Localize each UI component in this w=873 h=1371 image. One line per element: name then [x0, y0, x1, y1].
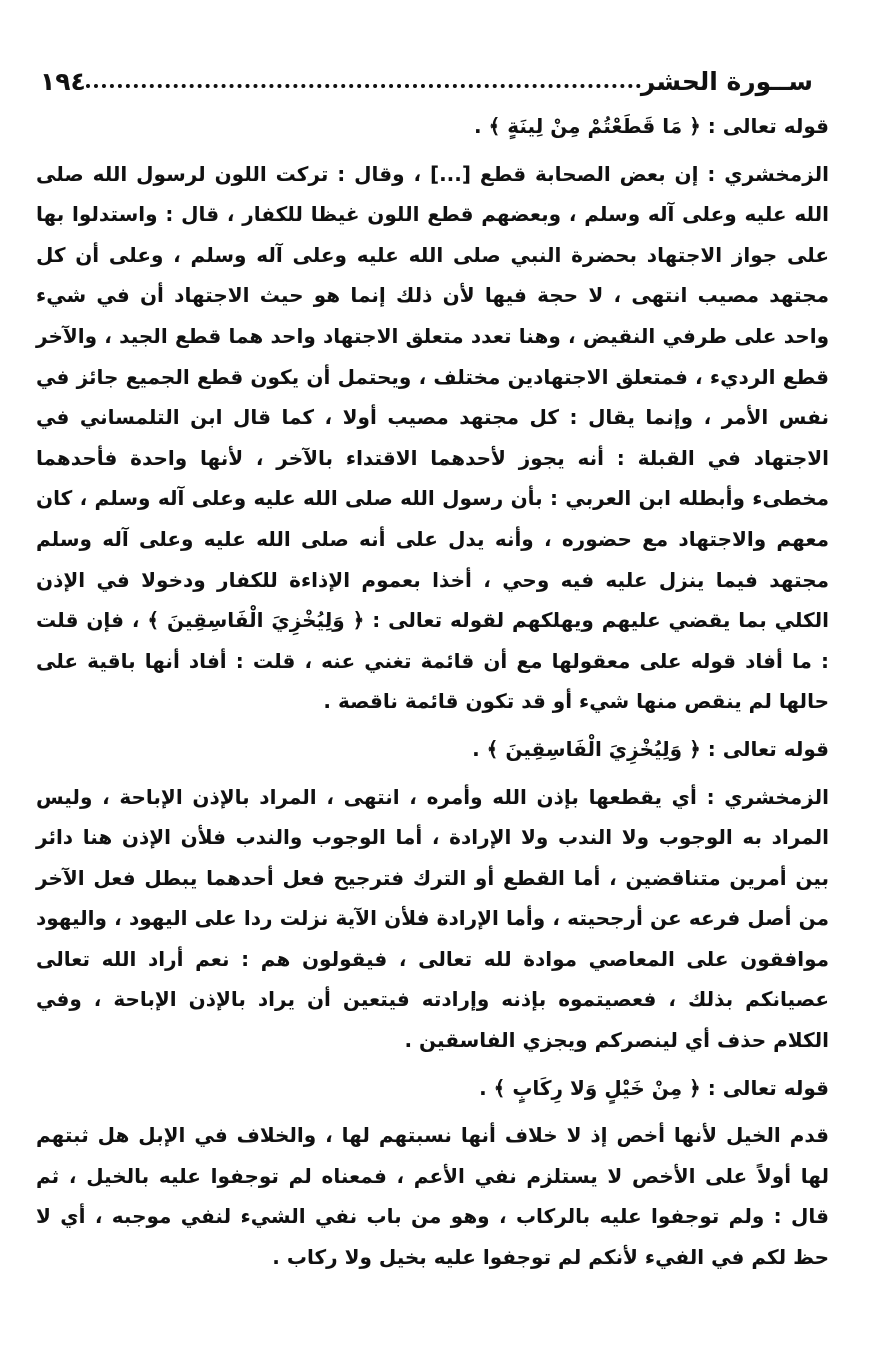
page-body — [36, 106, 829, 1285]
commentary-paragraph: قدم الخيل لأنها أخص إذ لا خلاف أنها نسبتهم لها ، والخلاف في الإبل هل ثبتهم لها أولاً على الأخص لا يستلزم نفي الأعم ، فمعناه لم توجفوا عليه بالخيل ، ثم قال : ولم توجفوا عليه بالركاب ، وهو من باب نفي الشيء لنفي موجبه ، أي لا حظ لكم في الفيء لأنكم لم توجفوا عليه بخيل ولا ركاب . — [36, 1123, 829, 1270]
page-header — [30, 62, 825, 102]
surah-title: ســورة الحشر — [640, 67, 813, 96]
verse-heading: قوله تعالى : ﴿ مِنْ خَيْلٍ وَلا رِكَابٍ ﴾ . — [479, 1075, 829, 1100]
header-dotted-rule — [86, 84, 641, 88]
commentary-paragraph: الزمخشري : إن بعض الصحابة قطع [...] ، وقال : تركت اللون لرسول الله صلى الله عليه وعلى آله وسلم ، وبعضهم قطع اللون غيظا للكفار ، قال : واستدلوا بها على جواز الاجتهاد بحضرة النبي صلى الله عليه وعلى آله وسلم ، وعلى أن كل مجتهد مصيب انتهى ، لا حجة فيها لأن ذلك إنما هو حيث الاجتهاد أن في شيء واحد على طرفي النقيض ، وهنا تعدد متعلق الاجتهاد واحد هما قطع الجيد ، والآخر قطع الرديء ، فمتعلق الاجتهادين مختلف ، ويحتمل أن يكون قطع الجميع جائز في نفس الأمر ، وإنما يقال : كل مجتهد مصيب أولا ، كما قال ابن التلمساني في الاجتهاد في القبلة : أنه يجوز لأحدهما الاقتداء بالآخر ، لأنها واحدة فأحدهما مخطىء وأبطله ابن العربي : بأن رسول الله صلى الله عليه وعلى آله وسلم ، كان معهم والاجتهاد مع حضوره ، وأنه يدل على أنه صلى الله عليه وعلى آله وسلم مجتهد فيما ينزل عليه فيه وحي ، أخذا بعموم الإذاءة للكفار ودخولا في الإذن الكلي بما يقضي عليهم ويهلكهم لقوله تعالى : ﴿ وَلِيُخْزِيَ الْفَاسِقِينَ ﴾ ، فإن قلت : ما أفاد قوله على معقولها مع أن قائمة تغني عنه ، قلت : أفاد أنها باقية على حالها لم ينقص منها شيء أو قد تكون قائمة ناقصة . — [36, 161, 829, 714]
commentary-paragraph: الزمخشري : أي يقطعها بإذن الله وأمره ، انتهى ، المراد بالإذن الإباحة ، وليس المراد به الوجوب ولا الندب ولا الإرادة ، أما الوجوب والندب فلأن الإذن هنا دائر بين أمرين متناقضين ، أما القطع أو الترك فترجيح فعل أحدهما يبطل فعل الآخر من أصل فرعه عن أرجحيته ، وأما الإرادة فلأن الآية نزلت ردا على اليهود ، واليهود موافقون على المعاصي موادة لله تعالى ، فيقولون هم : نعم أراد الله تعالى عصيانكم بذلك ، فعصيتموه بإذنه وإرادته فيتعين أن يراد بالإذن الإباحة ، وفي الكلام حذف أي لينصركم ويجزي الفاسقين . — [36, 784, 829, 1053]
verse-heading: قوله تعالى : ﴿ مَا قَطَعْتُمْ مِنْ لِينَةٍ ﴾ . — [474, 114, 829, 138]
page-number: ١٩٤ — [40, 67, 86, 96]
verse-heading: قوله تعالى : ﴿ وَلِيُخْزِيَ الْفَاسِقِينَ ﴾ . — [472, 736, 829, 761]
